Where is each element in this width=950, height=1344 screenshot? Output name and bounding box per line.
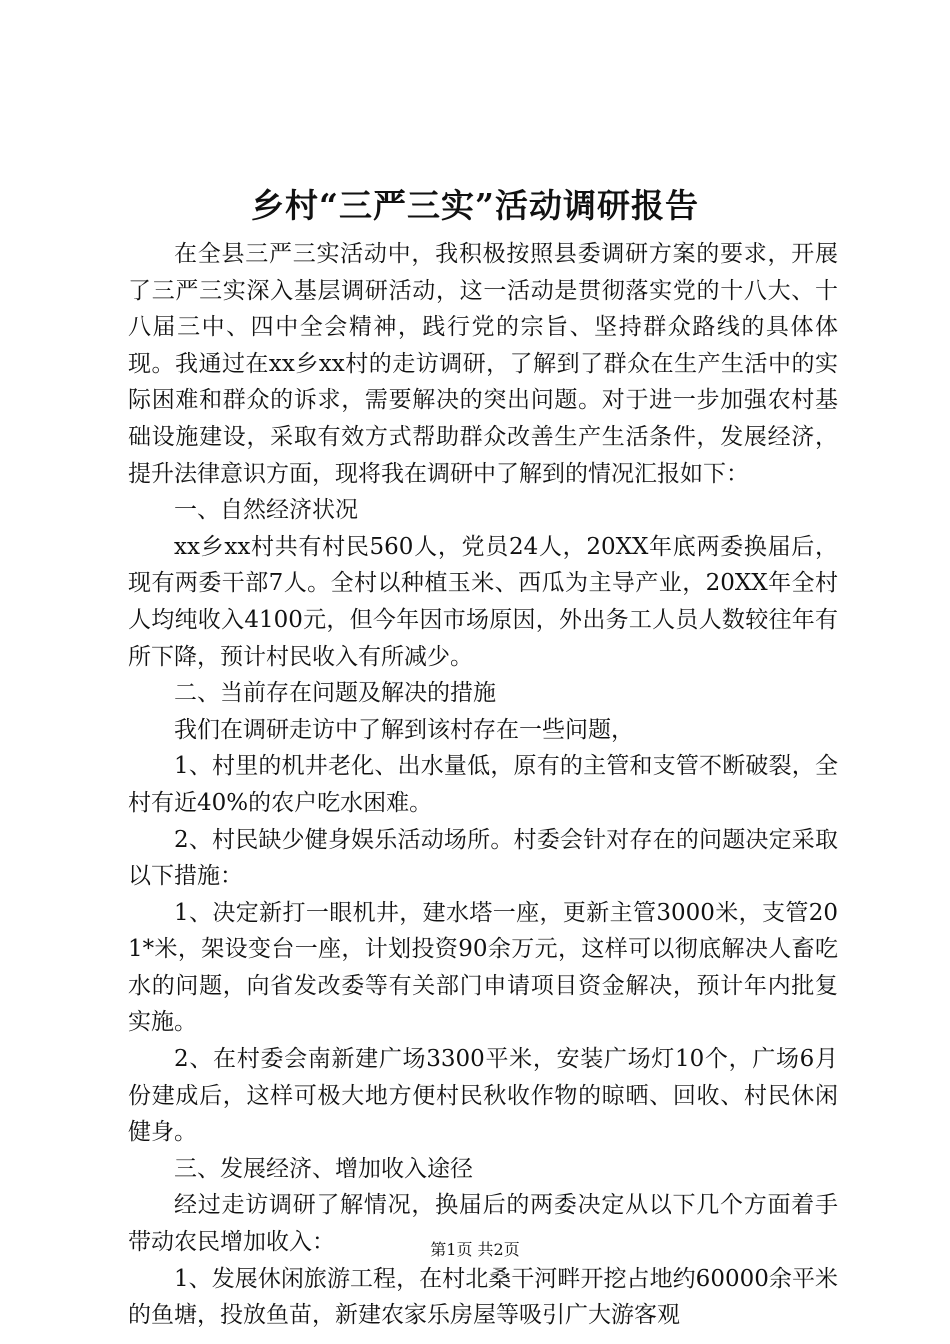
page-footer: 第1页 共2页 [430, 1240, 520, 1259]
section-heading-2: 二、当前存在问题及解决的措施 [174, 680, 496, 707]
paragraph-measure-2: 2、在村委会南新建广场3300平米，安装广场灯10个，广场6月份建成后，这样可极大地方便村民秋收作物的晾晒、回收、村民休闲健身。 [128, 1046, 838, 1146]
document-title: 乡村“三严三实”活动调研报告 [251, 186, 699, 225]
paragraph-measure-1: 1、决定新打一眼机井，建水塔一座，更新主管3000米，支管201*米，架设变台一座，计划投资90余万元，这样可以彻底解决人畜吃水的问题，向省发改委等有关部门申请项目资金解决，预计年内批复实施。 [128, 899, 838, 1036]
paragraph-intro: 在全县三严三实活动中，我积极按照县委调研方案的要求，开展了三严三实深入基层调研活动，这一活动是贯彻落实党的十八大、十八届三中、四中全会精神，践行党的宗旨、坚持群众路线的具体体现。我通过在xx乡xx村的走访调研，了解到了群众在生产生活中的实际困难和群众的诉求，需要解决的突出问题。对于进一步加强农村基础设施建设，采取有效方式帮助群众改善生产生活条件，发展经济，提升法律意识方面，现将我在调研中了解到的情况汇报如下： [128, 241, 838, 487]
paragraph-problem-1: 1、村里的机井老化、出水量低，原有的主管和支管不断破裂，全村有近40%的农户吃水困难。 [128, 753, 838, 816]
paragraph-problem-2: 2、村民缺少健身娱乐活动场所。村委会针对存在的问题决定采取以下措施： [128, 826, 838, 890]
paragraph-income-1: 1、发展休闲旅游工程，在村北桑干河畔开挖占地约60000余平米的鱼塘，投放鱼苗，新建农家乐房屋等吸引广大游客观 [128, 1265, 838, 1329]
document-body [128, 236, 838, 1334]
paragraph-economy: xx乡xx村共有村民560人，党员24人，20XX年底两委换届后，现有两委干部7人。全村以种植玉米、西瓜为主导产业，20XX年全村人均纯收入4100元，但今年因市场原因，外出务工人员人数较往年有所下降，预计村民收入有所减少。 [128, 533, 838, 670]
section-heading-1: 一、自然经济状况 [174, 497, 358, 524]
paragraph-problems-intro: 我们在调研走访中了解到该村存在一些问题， [174, 716, 634, 743]
section-heading-3: 三、发展经济、增加收入途径 [174, 1155, 473, 1182]
paragraph-income-intro: 经过走访调研了解情况，换届后的两委决定从以下几个方面着手带动农民增加收入： [128, 1192, 838, 1256]
